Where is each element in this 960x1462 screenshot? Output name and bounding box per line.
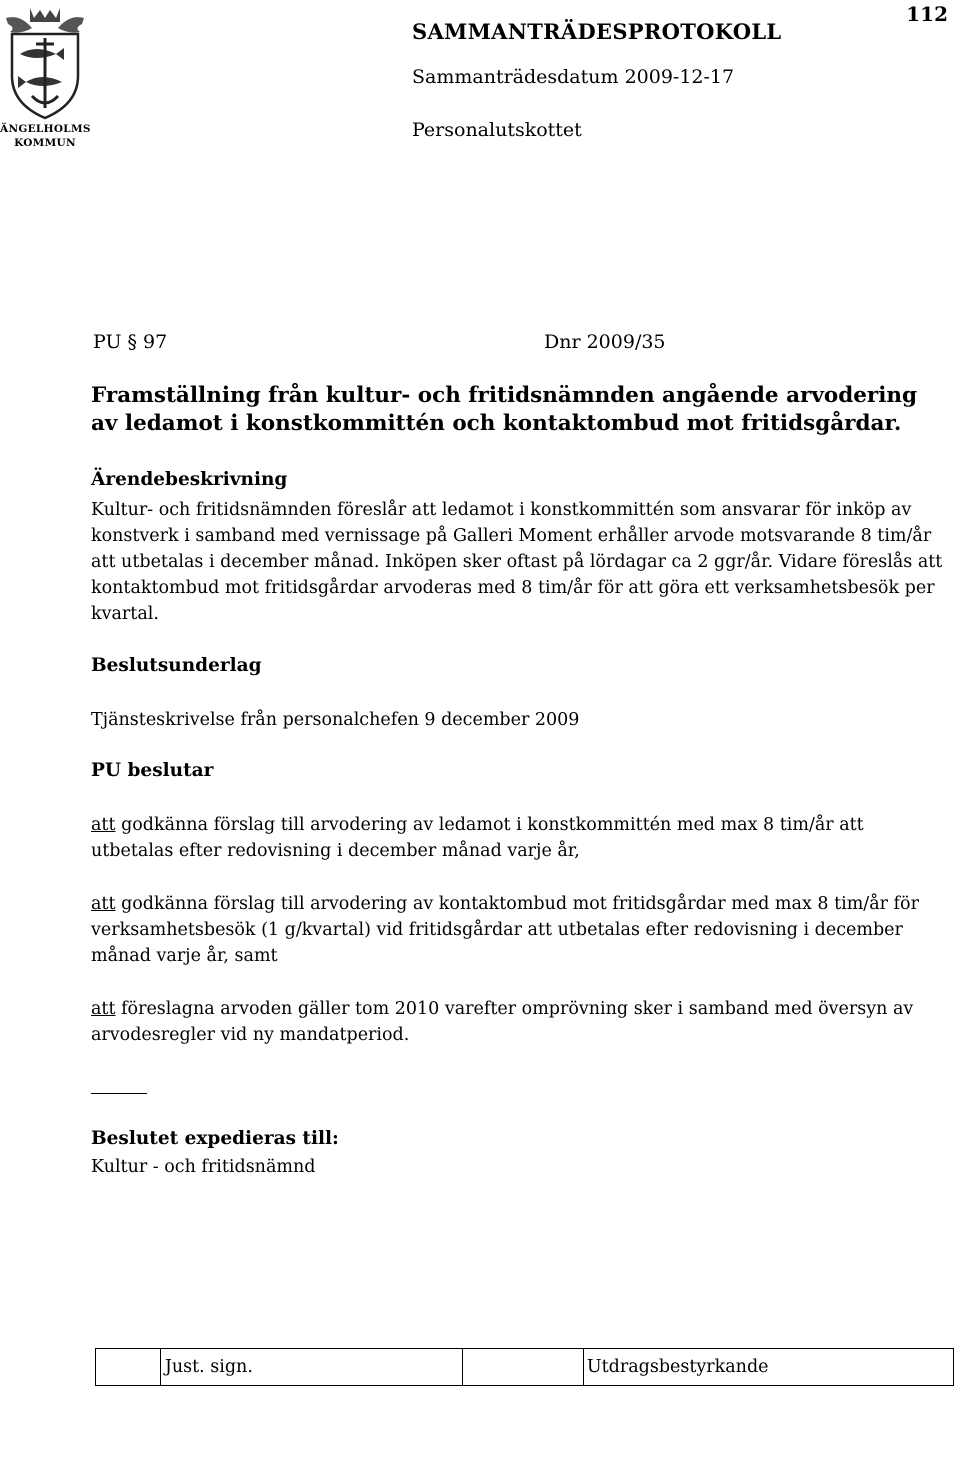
municipality-logo	[0, 4, 90, 154]
matter-heading: Framställning från kultur- och fritidsnämnden angående arvodering av ledamot i konstkommittén och kontaktombud mot fritidsgårdar.	[91, 383, 918, 436]
decision-text: godkänna förslag till arvodering av kontaktombud mot fritidsgårdar med max 8 tim/år för verksamhetsbesök (1 g/kvartal) vid fritidsgårdar att utbetalas efter redovisning i december månad varje år, samt	[91, 894, 919, 966]
signature-cell-just-sign	[161, 1349, 463, 1385]
decision-item	[91, 891, 951, 969]
decision-text: föreslagna arvoden gäller tom 2010 varefter omprövning sker i samband med översyn av arvodesregler vid ny mandatperiod.	[91, 999, 914, 1045]
utdragsbestyrkande-label: Utdragsbestyrkande	[586, 1357, 769, 1377]
section-heading-expedieras: Beslutet expedieras till:	[91, 1128, 339, 1149]
att-keyword: att	[91, 999, 116, 1019]
committee-name: Personalutskottet	[412, 119, 582, 141]
municipal-coat-of-arms-icon	[2, 4, 88, 122]
decision-item	[91, 812, 951, 864]
arendebeskrivning-text: Kultur- och fritidsnämnden föreslår att ledamot i konstkommittén som ansvarar för inköp av konstverk i samband med vernissage på Galleri Moment erhåller arvode motsvarande 8 tim/år att utbetalas i december månad. Inköpen sker oftast på lördagar ca 2 ggr/år. Vidare föreslås att kontaktombud mot fritidsgårdar arvoderas med 8 tim/år för att göra ett verksamhetsbesök per kvartal.	[91, 500, 943, 624]
decision-text: godkänna förslag till arvodering av ledamot i konstkommittén med max 8 tim/år att utbetalas efter redovisning i december månad varje år,	[91, 815, 864, 861]
signature-cell	[463, 1349, 584, 1385]
municipality-name-line1: ÄNGELHOLMS	[0, 123, 91, 135]
att-keyword: att	[91, 894, 116, 914]
signature-table	[95, 1348, 954, 1386]
diary-number: Dnr 2009/35	[544, 331, 666, 353]
signature-cell	[96, 1349, 161, 1385]
document-type-title: SAMMANTRÄDESPROTOKOLL	[412, 19, 782, 44]
section-heading-pu-beslutar: PU beslutar	[91, 760, 214, 781]
beslutsunderlag-text: Tjänsteskrivelse från personalchefen 9 december 2009	[91, 710, 580, 730]
att-keyword: att	[91, 815, 116, 835]
section-heading-arendebeskrivning: Ärendebeskrivning	[91, 469, 288, 490]
signature-cell-utdragsbestyrkande	[584, 1349, 953, 1385]
decision-item	[91, 996, 951, 1048]
expedieras-recipient: Kultur - och fritidsnämnd	[91, 1157, 316, 1177]
section-number: PU § 97	[93, 331, 168, 353]
separator-line	[91, 1093, 147, 1094]
municipality-name-line2: KOMMUN	[14, 137, 76, 149]
page-number: 112	[906, 2, 948, 26]
meeting-date: Sammanträdesdatum 2009-12-17	[412, 66, 735, 88]
just-sign-label: Just. sign.	[164, 1357, 253, 1377]
section-heading-beslutsunderlag: Beslutsunderlag	[91, 655, 262, 676]
